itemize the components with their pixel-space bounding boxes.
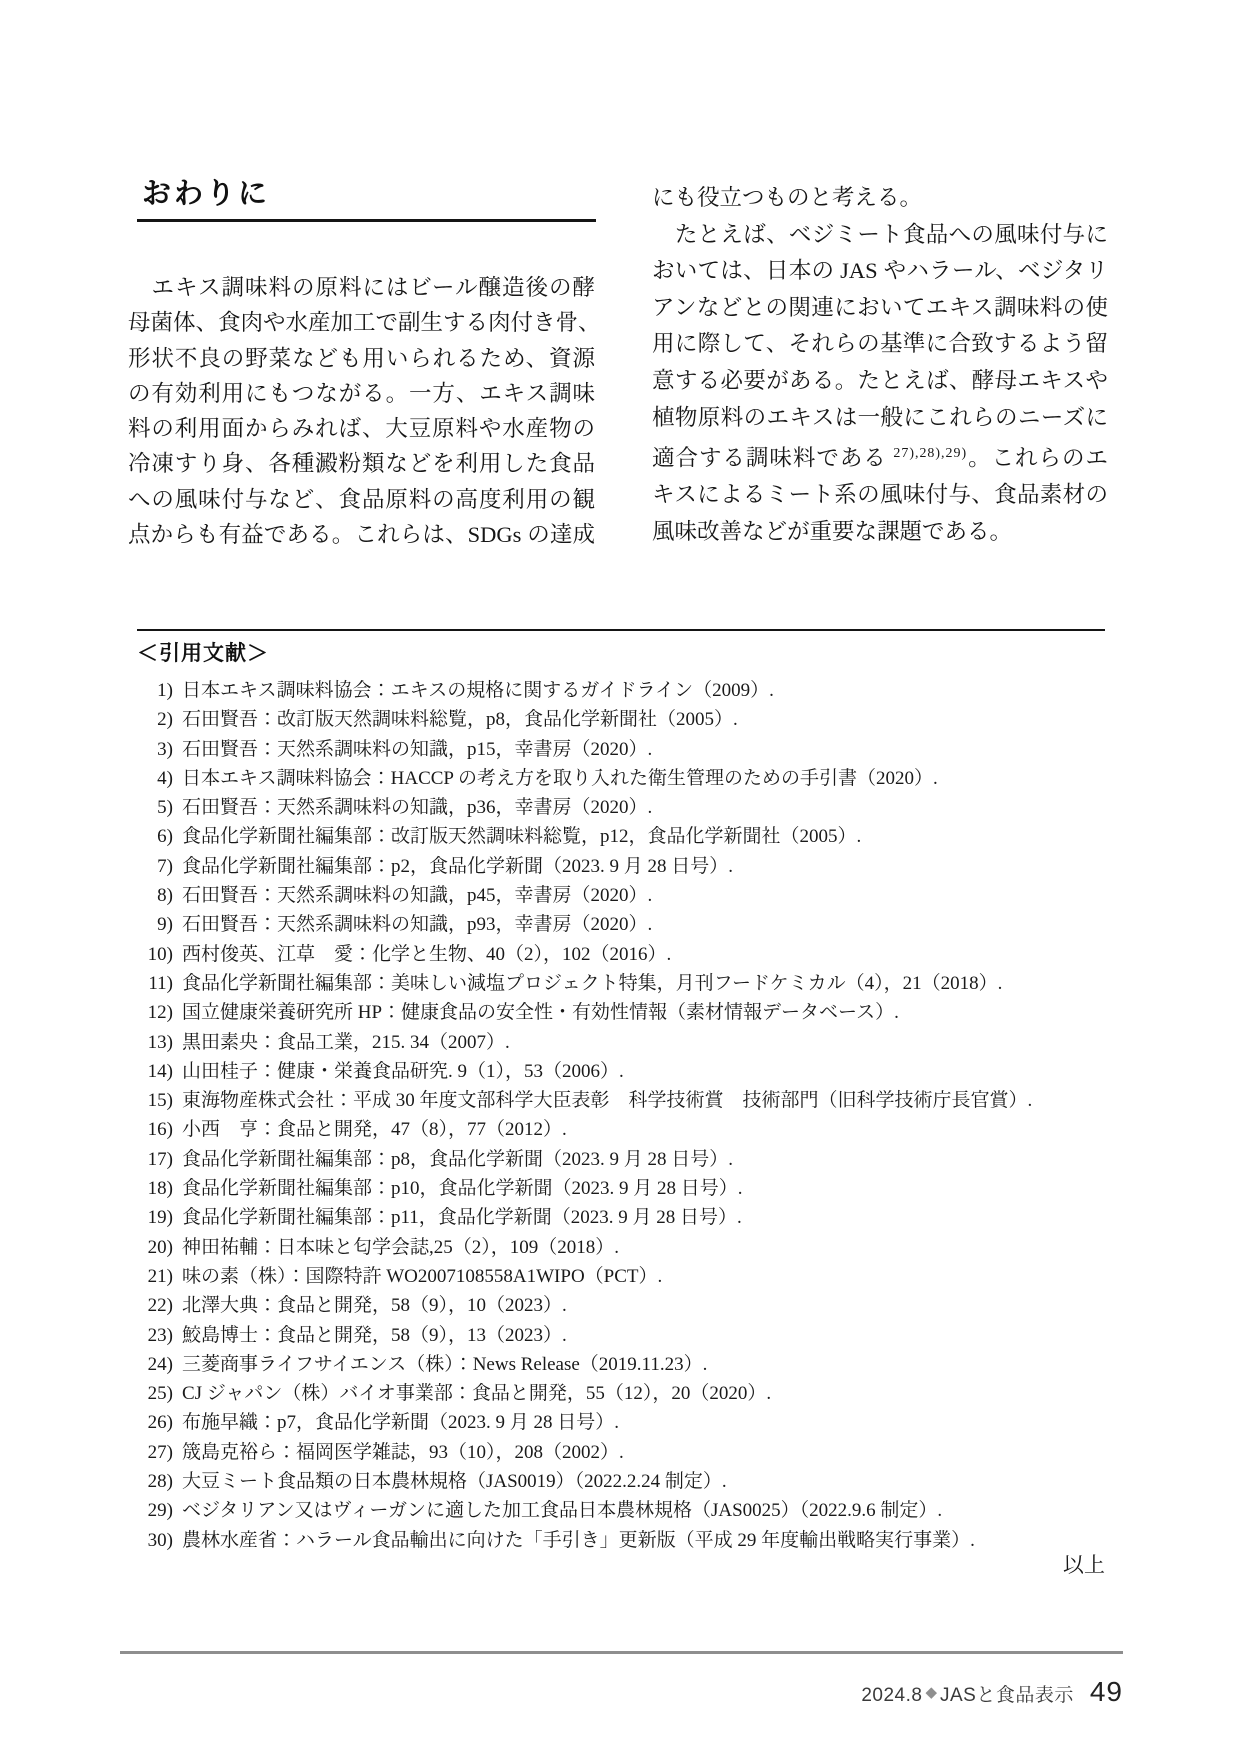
reference-text: 黒田素央：食品工業，215. 34（2007）.: [182, 1031, 510, 1053]
reference-item: [137, 1438, 1112, 1467]
reference-text: 食品化学新聞社編集部：p11，食品化学新聞（2023. 9 月 28 日号）.: [182, 1207, 742, 1229]
reference-number: 10): [147, 943, 173, 965]
text-line: 意する必要がある。たとえば、酵母エキスや: [652, 367, 1108, 393]
references-end-mark: 以上: [1063, 1553, 1105, 1577]
closing-right-column: [652, 180, 1108, 550]
reference-text: 味の素（株）：国際特許 WO2007108558A1WIPO（PCT）.: [182, 1265, 663, 1287]
reference-number: 16): [147, 1119, 173, 1141]
references-divider-rule: [137, 629, 1105, 631]
closing-section-heading-block: [137, 178, 596, 222]
reference-text: 東海物産株式会社：平成 30 年度文部科学大臣表彰 科学技術賞 技術部門（旧科学技術庁長官賞）.: [182, 1090, 1033, 1112]
text-line: おいては、日本の JAS やハラール、ベジタリ: [652, 258, 1108, 284]
text-line: 形状不良の野菜なども用いられるため、資源: [128, 345, 595, 371]
reference-number: 25): [147, 1383, 173, 1405]
reference-text: 石田賢吾：天然系調味料の知識，p93，幸書房（2020）.: [182, 914, 653, 936]
reference-item: [137, 764, 1112, 793]
reference-number: 19): [147, 1207, 173, 1229]
text-line: にも役立つものと考える。: [652, 185, 923, 210]
reference-number: 8): [157, 885, 173, 907]
reference-number: 4): [157, 767, 173, 789]
reference-number: 29): [147, 1500, 173, 1522]
text-segment: 。これらのエ: [967, 445, 1108, 471]
reference-text: 石田賢吾：改訂版天然調味料総覧，p8，食品化学新聞社（2005）.: [182, 709, 738, 731]
reference-number: 3): [157, 738, 173, 760]
reference-text: 日本エキス調味料協会：HACCP の考え方を取り入れた衛生管理のための手引書（2020）.: [182, 767, 938, 789]
reference-text: 石田賢吾：天然系調味料の知識，p45，幸書房（2020）.: [182, 885, 653, 907]
reference-item: [137, 1086, 1112, 1115]
reference-item: [137, 1496, 1112, 1525]
reference-item: [137, 1350, 1112, 1379]
text-line: 母菌体、食肉や水産加工で副生する肉付き骨、: [128, 310, 601, 336]
reference-item: [137, 822, 1112, 851]
reference-number: 21): [147, 1265, 173, 1287]
reference-item: [137, 1115, 1112, 1144]
reference-number: 2): [157, 709, 173, 731]
reference-number: 23): [147, 1324, 173, 1346]
reference-item: [137, 1174, 1112, 1203]
reference-text: 食品化学新聞社編集部：美味しい減塩プロジェクト特集，月刊フードケミカル（4），21（2018）.: [182, 972, 1003, 994]
reference-text: 北澤大典：食品と開発，58（9），10（2023）.: [182, 1295, 567, 1317]
reference-number: 20): [147, 1236, 173, 1258]
reference-text: 食品化学新聞社編集部：p10，食品化学新聞（2023. 9 月 28 日号）.: [182, 1178, 743, 1200]
reference-text: 山田桂子：健康・栄養食品研究. 9（1），53（2006）.: [182, 1060, 624, 1082]
reference-text: 大豆ミート食品類の日本農林規格（JAS0019）（2022.2.24 制定）.: [182, 1471, 727, 1493]
reference-number: 15): [147, 1090, 173, 1112]
reference-text: CJ ジャパン（株）バイオ事業部：食品と開発，55（12），20（2020）.: [182, 1383, 772, 1405]
reference-item: [137, 793, 1112, 822]
reference-item: [137, 852, 1112, 881]
reference-item: [137, 1526, 1112, 1555]
reference-item: [137, 940, 1112, 969]
reference-number: 9): [157, 914, 173, 936]
reference-number: 18): [147, 1178, 173, 1200]
references-heading: ＜引用文献＞: [137, 642, 269, 665]
citation-superscript: 27),28),29): [893, 446, 968, 462]
references-list: [137, 676, 1112, 1555]
reference-item: [137, 910, 1112, 939]
reference-number: 17): [147, 1148, 173, 1170]
reference-number: 12): [147, 1002, 173, 1024]
text-line: 点からも有益である。これらは、SDGs の達成: [128, 522, 595, 548]
reference-text: 石田賢吾：天然系調味料の知識，p15，幸書房（2020）.: [182, 738, 653, 760]
reference-number: 14): [147, 1060, 173, 1082]
reference-item: [137, 705, 1112, 734]
reference-text: 鮫島博士：食品と開発，58（9），13（2023）.: [182, 1324, 567, 1346]
reference-text: 西村俊英、江草 愛：化学と生物、40（2），102（2016）.: [182, 943, 672, 965]
closing-section-title: おわりに: [142, 178, 271, 210]
text-line: キスによるミート系の風味付与、食品素材の: [652, 482, 1108, 508]
reference-number: 30): [147, 1529, 173, 1551]
reference-number: 26): [147, 1412, 173, 1434]
text-line: 風味改善などが重要な課題である。: [652, 518, 1013, 544]
reference-item: [137, 1145, 1112, 1174]
reference-item: [137, 1379, 1112, 1408]
footer-journal-title: JASと食品表示: [939, 1685, 1074, 1706]
footer-rule: [120, 1651, 1123, 1654]
reference-item: [137, 881, 1112, 910]
reference-text: 日本エキス調味料協会：エキスの規格に関するガイドライン（2009）.: [182, 680, 774, 701]
reference-text: 神田祐輔：日本味と匂学会誌,25（2），109（2018）.: [182, 1236, 620, 1258]
footer-page-number: 49: [1089, 1676, 1123, 1707]
reference-text: 筬島克裕ら：福岡医学雑誌，93（10），208（2002）.: [182, 1441, 624, 1463]
reference-number: 5): [157, 797, 173, 819]
reference-number: 6): [157, 826, 173, 848]
reference-item: [137, 1203, 1112, 1232]
text-line: アンなどとの関連においてエキス調味料の使: [652, 294, 1108, 320]
reference-text: 国立健康栄養研究所 HP：健康食品の安全性・有効性情報（素材情報データベース）.: [182, 1002, 899, 1024]
reference-text: 石田賢吾：天然系調味料の知識，p36，幸書房（2020）.: [182, 797, 653, 819]
reference-number: 28): [147, 1471, 173, 1493]
reference-number: 13): [147, 1031, 173, 1053]
reference-text: 食品化学新聞社編集部：p2，食品化学新聞（2023. 9 月 28 日号）.: [182, 855, 734, 877]
diamond-icon: ◆: [925, 1684, 937, 1701]
reference-text: 食品化学新聞社編集部：改訂版天然調味料総覧，p12，食品化学新聞社（2005）.: [182, 826, 862, 848]
text-line: エキス調味料の原料にはビール醸造後の酵: [128, 275, 595, 300]
text-line: たとえば、ベジミート食品への風味付与に: [652, 221, 1108, 247]
text-line: の有効利用にもつながる。一方、エキス調味: [128, 380, 595, 406]
reference-number: 7): [157, 855, 173, 877]
reference-text: 農林水産省：ハラール食品輸出に向けた「手引き」更新版（平成 29 年度輸出戦略実行事業）.: [182, 1529, 975, 1551]
reference-number: 27): [147, 1441, 173, 1463]
text-segment: 適合する調味料である: [652, 445, 894, 471]
reference-item: [137, 1233, 1112, 1262]
text-line: 用に際して、それらの基準に合致するよう留: [652, 331, 1108, 357]
reference-number: 24): [147, 1353, 173, 1375]
reference-item: [137, 735, 1112, 764]
reference-number: 1): [157, 680, 173, 701]
reference-number: 11): [148, 972, 173, 994]
reference-item: [137, 998, 1112, 1027]
reference-text: ベジタリアン又はヴィーガンに適した加工食品日本農林規格（JAS0025）（2022.9.6 制定）.: [182, 1500, 943, 1522]
reference-text: 三菱商事ライフサイエンス（株）：News Release（2019.11.23）.: [182, 1353, 708, 1375]
text-line: 料の利用面からみれば、大豆原料や水産物の: [128, 416, 595, 442]
closing-left-column: [128, 270, 601, 552]
reference-item: [137, 969, 1112, 998]
reference-item: [137, 676, 1112, 705]
text-line: [652, 436, 1108, 477]
reference-item: [137, 1467, 1112, 1496]
footer-issue-date: 2024.8: [861, 1685, 923, 1706]
reference-text: 布施早織：p7，食品化学新聞（2023. 9 月 28 日号）.: [182, 1412, 620, 1434]
reference-item: [137, 1291, 1112, 1320]
reference-item: [137, 1262, 1112, 1291]
reference-text: 小西 亨：食品と開発，47（8），77（2012）.: [182, 1119, 567, 1141]
reference-item: [137, 1028, 1112, 1057]
text-line: への風味付与など、食品原料の高度利用の観: [128, 486, 595, 512]
reference-item: [137, 1321, 1112, 1350]
reference-number: 22): [147, 1295, 173, 1317]
reference-item: [137, 1408, 1112, 1437]
reference-text: 食品化学新聞社編集部：p8，食品化学新聞（2023. 9 月 28 日号）.: [182, 1148, 734, 1170]
text-line: 冷凍すり身、各種澱粉類などを利用した食品: [128, 451, 595, 477]
footer: [861, 1676, 1123, 1708]
reference-item: [137, 1057, 1112, 1086]
text-line: 植物原料のエキスは一般にこれらのニーズに: [652, 404, 1108, 430]
